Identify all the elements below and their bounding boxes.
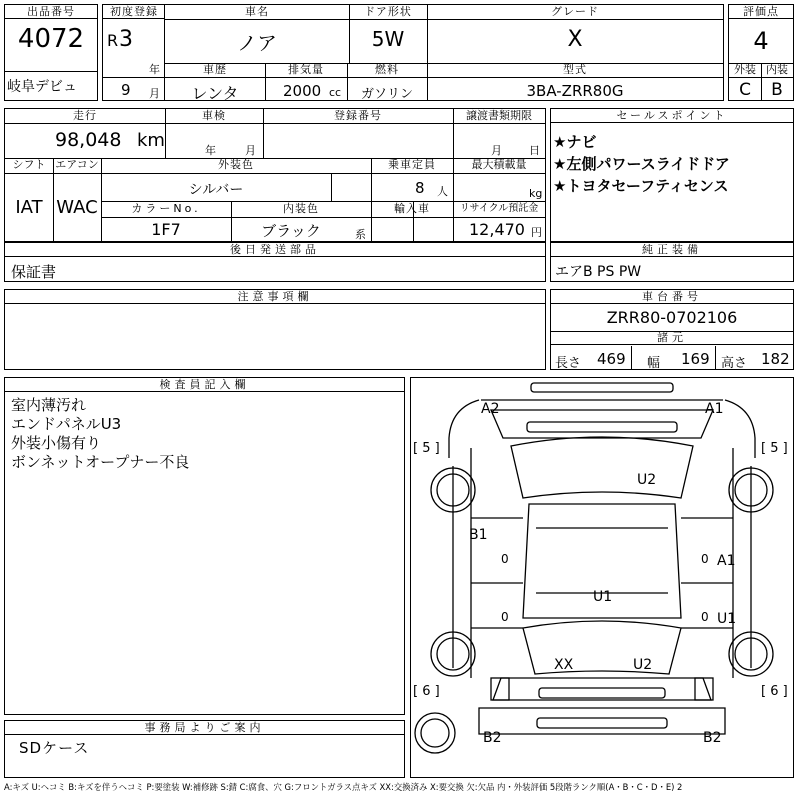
aircon-header: エアコン xyxy=(55,158,99,171)
color-no-header: カラーNo. xyxy=(131,202,201,215)
inspector-note-3: 外装小傷有り xyxy=(11,434,102,452)
mark-a1-right: A1 xyxy=(717,553,736,569)
reg-no-header: 登録番号 xyxy=(334,109,382,122)
mark-xx: XX xyxy=(554,657,574,673)
model-header: 型式 xyxy=(563,63,587,76)
grade: X xyxy=(567,27,583,52)
width-label: 幅 xyxy=(647,356,661,371)
reg-era: R xyxy=(107,31,119,50)
car-name: ノア xyxy=(237,31,277,55)
capacity: 8 xyxy=(415,179,425,197)
damage-diagram-box xyxy=(410,377,794,778)
car-name-header: 車名 xyxy=(245,5,269,18)
mark-u1-right: U1 xyxy=(717,611,737,627)
history-header: 車歴 xyxy=(203,63,227,76)
transfer-doc-header: 譲渡書類期限 xyxy=(466,109,532,122)
history: レンタ xyxy=(191,84,239,103)
mark-u1-center: U1 xyxy=(593,589,613,605)
chassis-header: 車台番号 xyxy=(551,290,793,304)
recycle-unit: 円 xyxy=(531,226,542,239)
genuine-equip-box xyxy=(550,242,794,282)
inspector-header: 検査員記入欄 xyxy=(5,378,404,392)
transfer-month-unit: 月 xyxy=(491,144,502,157)
reg-year: 3 xyxy=(119,27,133,52)
genuine-equip-header: 純正装備 xyxy=(551,243,793,257)
inspector-note-2: エンドパネルU3 xyxy=(11,415,122,433)
mark-b2-right: B2 xyxy=(703,730,722,746)
int-color: ブラック xyxy=(261,222,321,240)
height-value: 182 xyxy=(761,350,790,368)
inspection-year-unit: 年 xyxy=(205,144,216,157)
sales-point-2: ★左側パワースライドドア xyxy=(553,155,730,173)
legend: A:キズ U:ヘコミ B:キズを伴うヘコミ P:要塗装 W:補修跡 S:錆 C:腐食、穴 G:フロントガラス点キズ XX:交換済み X:要交換 欠:欠品 内・外装評価 5段階ランク順(A・B・C・D・E) 2 xyxy=(4,782,683,792)
recycle-header: リサイクル預託金 xyxy=(459,203,539,214)
mark-u2-roof: U2 xyxy=(637,472,657,488)
reg-month-unit: 月 xyxy=(149,87,160,100)
first-registration-box xyxy=(102,4,166,101)
spec-box xyxy=(4,108,546,242)
length-label: 長さ xyxy=(555,356,582,371)
transfer-day-unit: 日 xyxy=(529,144,540,157)
first-reg-header: 初度登録 xyxy=(103,5,165,19)
int-color-header: 内装色 xyxy=(283,202,319,215)
aircon: WAC xyxy=(56,197,98,218)
exterior-grade: C xyxy=(739,80,751,100)
load-unit: kg xyxy=(529,187,543,200)
notes-header: 注意事項欄 xyxy=(5,290,545,304)
width-value: 169 xyxy=(681,350,710,368)
mileage-unit: km xyxy=(137,130,165,151)
inspector-box xyxy=(4,377,405,715)
length-value: 469 xyxy=(597,350,626,368)
reg-year-unit: 年 xyxy=(149,63,160,76)
capacity-header: 乗車定員 xyxy=(388,158,436,171)
inspection-header: 車検 xyxy=(202,109,226,122)
sales-point-1: ★ナビ xyxy=(553,133,597,151)
mark-zero-left-2: 0 xyxy=(501,610,509,624)
inspector-note-1: 室内薄汚れ xyxy=(11,396,87,414)
interior-grade: B xyxy=(771,80,783,100)
tire-rl: [ 6 ] xyxy=(413,684,440,699)
displacement-unit: cc xyxy=(329,86,342,99)
model: 3BA-ZRR80G xyxy=(526,82,624,100)
import-header: 輸入車 xyxy=(394,202,430,215)
lot-number: 4072 xyxy=(17,24,85,54)
mark-zero-right-1: 0 xyxy=(701,552,709,566)
chassis-box xyxy=(550,289,794,370)
later-parts-box xyxy=(4,242,546,282)
later-parts-header: 後日発送部品 xyxy=(5,243,545,257)
shift-header: シフト xyxy=(12,158,46,171)
chassis-no: ZRR80-0702106 xyxy=(606,308,738,327)
exterior-grade-header: 外装 xyxy=(734,63,756,76)
later-parts: 保証書 xyxy=(11,263,57,281)
office-notice-box xyxy=(4,720,405,778)
score-header: 評価点 xyxy=(729,5,793,19)
shift: IAT xyxy=(15,197,43,218)
genuine-equip: エアB PS PW xyxy=(555,264,642,280)
tire-rr: [ 6 ] xyxy=(761,684,788,699)
max-load-header: 最大積載量 xyxy=(471,158,527,171)
ext-color: シルバー xyxy=(188,182,244,198)
inspection-month-unit: 月 xyxy=(245,144,256,157)
int-color-suffix: 系 xyxy=(355,228,366,241)
notes-box xyxy=(4,289,546,370)
lot-number-header: 出品番号 xyxy=(5,5,97,19)
car-diagram xyxy=(411,378,793,777)
ext-color-header: 外装色 xyxy=(218,158,254,171)
mark-a2: A2 xyxy=(481,401,500,417)
score: 4 xyxy=(753,27,769,55)
displacement: 2000 xyxy=(283,82,322,100)
sales-point-box xyxy=(550,108,794,242)
mark-zero-right-2: 0 xyxy=(701,610,709,624)
tire-fl: [ 5 ] xyxy=(413,441,440,456)
inspector-note-4: ボンネットオープナー不良 xyxy=(11,453,190,471)
office-notice: SDケース xyxy=(19,739,90,757)
grade-header: グレード xyxy=(551,5,599,18)
mileage: 98,048 xyxy=(55,129,122,151)
score-box xyxy=(728,4,794,101)
mark-zero-left-1: 0 xyxy=(501,552,509,566)
sales-point-header: セールスポイント xyxy=(551,109,793,123)
fuel: ガソリン xyxy=(360,87,413,102)
mileage-header: 走行 xyxy=(73,109,97,122)
mark-u2-bottom: U2 xyxy=(633,657,653,673)
mark-a1-top: A1 xyxy=(705,401,724,417)
sales-point-3: ★トヨタセーフティセンス xyxy=(553,177,729,195)
mark-b1: B1 xyxy=(469,527,488,543)
mark-b2-left: B2 xyxy=(483,730,502,746)
office-notice-header: 事務局よりご案内 xyxy=(5,721,404,735)
color-no: 1F7 xyxy=(151,220,181,239)
car-info-box xyxy=(164,4,724,101)
displacement-header: 排気量 xyxy=(288,63,324,76)
dimensions-header: 諸元 xyxy=(551,331,793,345)
tire-fr: [ 5 ] xyxy=(761,441,788,456)
height-label: 高さ xyxy=(721,356,748,371)
door-header: ドア形状 xyxy=(364,5,412,18)
recycle-fee: 12,470 xyxy=(469,220,525,239)
door-type: 5W xyxy=(371,27,405,51)
venue: 岐阜デビュ xyxy=(7,79,77,95)
reg-month: 9 xyxy=(121,81,131,99)
interior-grade-header: 内装 xyxy=(766,63,788,76)
lot-box xyxy=(4,4,98,101)
capacity-unit: 人 xyxy=(437,185,448,198)
fuel-header: 燃料 xyxy=(375,63,399,76)
